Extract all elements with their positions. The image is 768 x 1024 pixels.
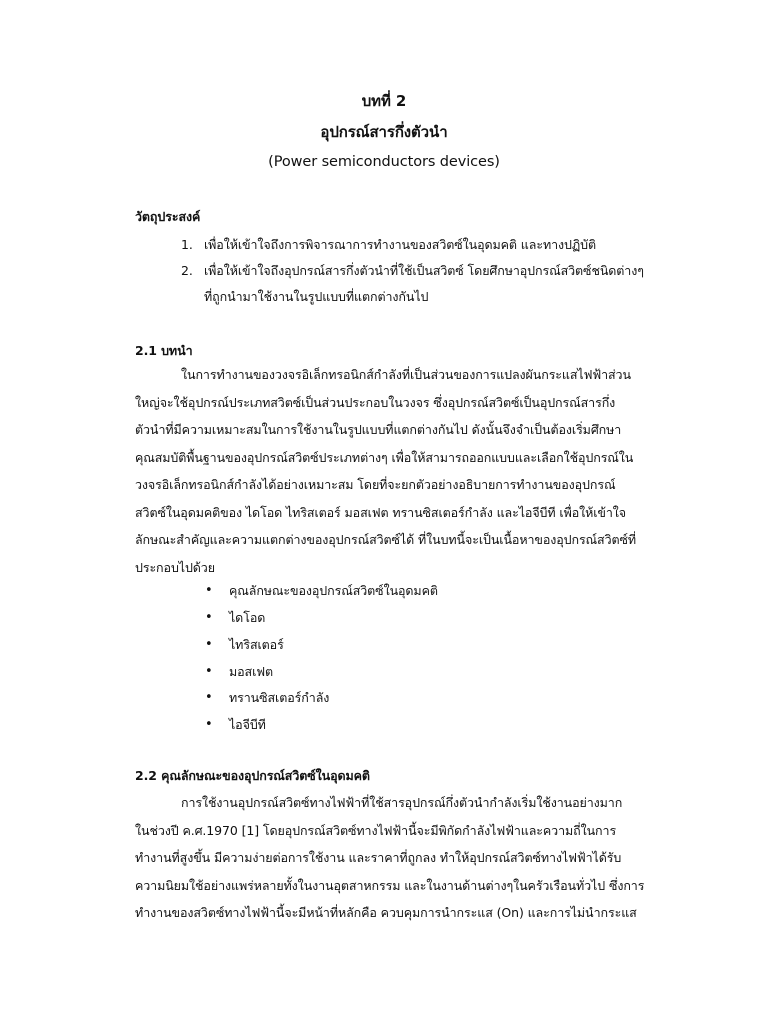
- paragraph-line: ตัวนำที่มีความเหมาะสมในการใช้งานในรูปแบบที่แตกต่างกันไป ดังนั้นจึงจำเป็นต้องเริ่มศึกษา: [135, 422, 622, 437]
- bullet-icon: •: [205, 664, 213, 679]
- objective-line: ที่ถูกนำมาใช้งานในรูปแบบที่แตกต่างกันไป: [204, 289, 429, 304]
- chapter-title: อุปกรณ์สารกึ่งตัวนำ: [320, 123, 448, 141]
- chapter-label: บทที่ 2: [361, 92, 407, 110]
- section-heading-2-2: 2.2 คุณลักษณะของอุปกรณ์สวิตซ์ในอุดมคติ: [135, 768, 370, 783]
- paragraph-line: ลักษณะสำคัญและความแตกต่างของอุปกรณ์สวิตซ์ได้ ที่ในบทนี้จะเป็นเนื้อหาของอุปกรณ์สวิตซ์ที่: [135, 532, 637, 547]
- bullet-item: ไอจีบีที: [229, 717, 266, 732]
- paragraph-line: คุณสมบัติพื้นฐานของอุปกรณ์สวิตซ์ประเภทต่างๆ เพื่อให้สามารถออกแบบและเลือกใช้อุปกรณ์ใน: [135, 450, 634, 465]
- paragraph-line: การใช้งานอุปกรณ์สวิตซ์ทางไฟฟ้าที่ใช้สารอุปกรณ์กึ่งตัวนำกำลังเริ่มใช้งานอย่างมาก: [181, 795, 623, 810]
- paragraph-line: ในการทำงานของวงจรอิเล็กทรอนิกส์กำลังที่เป็นส่วนของการแปลงผันกระแสไฟฟ้าส่วน: [181, 367, 631, 382]
- bullet-item: มอสเฟต: [229, 664, 274, 679]
- paragraph-line: สวิตซ์ในอุดมคติของ ไดโอด ไทริสเตอร์ มอสเฟต ทรานซิสเตอร์กำลัง และไอจีบีที เพื่อให้เข้าใจ: [135, 505, 627, 520]
- objective-line: เพื่อให้เข้าใจถึงอุปกรณ์สารกึ่งตัวนำที่ใช้เป็นสวิตซ์ โดยศึกษาอุปกรณ์สวิตซ์ชนิดต่างๆ: [204, 263, 644, 278]
- paragraph-line: ทำงานที่สูงขึ้น มีความง่ายต่อการใช้งาน และราคาที่ถูกลง ทำให้อุปกรณ์สวิตซ์ทางไฟฟ้าได้รับ: [135, 850, 622, 865]
- bullet-item: ไทริสเตอร์: [229, 637, 284, 652]
- paragraph-line: ใหญ่จะใช้อุปกรณ์ประเภทสวิตซ์เป็นส่วนประกอบในวงจร ซึ่งอุปกรณ์สวิตซ์เป็นอุปกรณ์สารกึ่ง: [135, 395, 616, 410]
- section-heading-2-1: 2.1 บทนำ: [135, 343, 193, 358]
- bullet-item: ทรานซิสเตอร์กำลัง: [229, 690, 330, 705]
- bullet-icon: •: [205, 583, 213, 598]
- paragraph-line: วงจรอิเล็กทรอนิกส์กำลังได้อย่างเหมาะสม โดยที่จะยกตัวอย่างอธิบายการทำงานของอุปกรณ์: [135, 477, 616, 492]
- bullet-icon: •: [205, 717, 213, 732]
- bullet-item: คุณลักษณะของอุปกรณ์สวิตซ์ในอุดมคติ: [229, 583, 438, 598]
- objective-number: 2.: [181, 263, 193, 278]
- bullet-item: ไดโอด: [229, 610, 266, 625]
- bullet-icon: •: [205, 637, 213, 652]
- bullet-icon: •: [205, 690, 213, 705]
- objectives-heading: วัตถุประสงค์: [135, 209, 201, 224]
- chapter-subtitle: (Power semiconductors devices): [268, 154, 500, 170]
- paragraph-line: ความนิยมใช้อย่างแพร่หลายทั้งในงานอุตสาหกรรม และในงานด้านต่างๆในครัวเรือนทั่วไป ซึ่งการ: [135, 878, 645, 893]
- paragraph-line: ในช่วงปี ค.ศ.1970 [1] โดยอุปกรณ์สวิตซ์ทางไฟฟ้านี้จะมีพิกัดกำลังไฟฟ้าและความถี่ในการ: [135, 823, 617, 838]
- objective-number: 1.: [181, 237, 193, 252]
- paragraph-line: ประกอบไปด้วย: [135, 560, 215, 575]
- bullet-icon: •: [205, 610, 213, 625]
- objective-line: เพื่อให้เข้าใจถึงการพิจารณาการทำงานของสวิตซ์ในอุดมคติ และทางปฏิบัติ: [204, 237, 596, 252]
- paragraph-line: ทำงานของสวิตซ์ทางไฟฟ้านี้จะมีหน้าที่หลักคือ ควบคุมการนำกระแส (On) และการไม่นำกระแส: [135, 905, 637, 920]
